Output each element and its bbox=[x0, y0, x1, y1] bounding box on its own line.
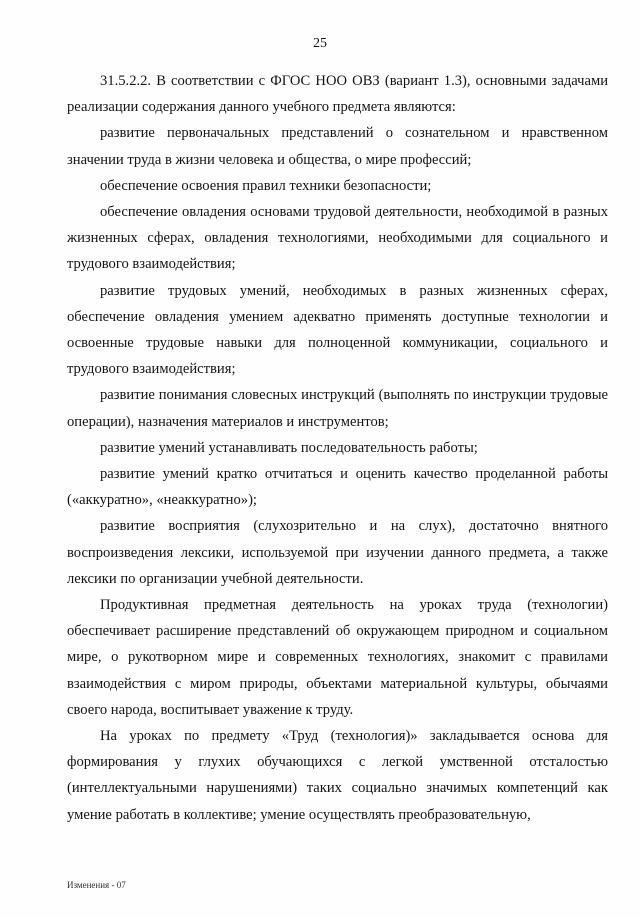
paragraph-task-7: развитие умений кратко отчитаться и оценить качество проделанной работы («аккуратно», «неаккуратно»); bbox=[67, 466, 608, 509]
paragraph-lessons: На уроках по предмету «Труд (технология)» закладывается основа для формирования у глухих обучающихся с легкой умственной отсталостью (интеллектуальными нарушениями) таких социально значимых компетенций как умение работать в коллективе; умение осуществлять преобразовательную, bbox=[67, 728, 608, 823]
paragraph-task-3: обеспечение овладения основами трудовой деятельности, необходимой в разных жизненных сферах, овладения технологиями, необходимыми для социального и трудового взаимодействия; bbox=[67, 204, 608, 273]
paragraph-productive-activity: Продуктивная предметная деятельность на уроках труда (технологии) обеспечивает расширение представлений об окружающем природном и социальном мире, о рукотворном мире и современных технологиях, знакомит с правилами взаимодействия с миром природы, объектами материальной культуры, обычаями своего народа, воспитывает уважение к труду. bbox=[67, 597, 608, 718]
page-number: 25 bbox=[313, 36, 327, 51]
paragraph-task-6: развитие умений устанавливать последовательность работы; bbox=[100, 439, 478, 456]
paragraph-intro: 31.5.2.2. В соответствии с ФГОС НОО ОВЗ (вариант 1.3), основными задачами реализации содержания данного учебного предмета являются: bbox=[67, 73, 608, 116]
paragraph-task-5: развитие понимания словесных инструкций (выполнять по инструкции трудовые операции), назначения материалов и инструментов; bbox=[67, 387, 608, 430]
paragraph-task-8: развитие восприятия (слухозрительно и на слух), достаточно внятного воспроизведения лексики, используемой при изучении данного предмета, а также лексики по организации учебной деятельности. bbox=[67, 518, 608, 587]
paragraph-task-2: обеспечение освоения правил техники безопасности; bbox=[100, 177, 432, 194]
footer-note: Изменения - 07 bbox=[67, 880, 126, 890]
paragraph-task-1: развитие первоначальных представлений о сознательном и нравственном значении труда в жизни человека и общества, о мире профессий; bbox=[67, 125, 608, 168]
paragraph-task-4: развитие трудовых умений, необходимых в разных жизненных сферах, обеспечение овладения умением адекватно применять доступные технологии и освоенные трудовые навыки для полноценной коммуникации, социального и трудового взаимодействия; bbox=[67, 282, 608, 378]
body-text bbox=[67, 68, 608, 828]
